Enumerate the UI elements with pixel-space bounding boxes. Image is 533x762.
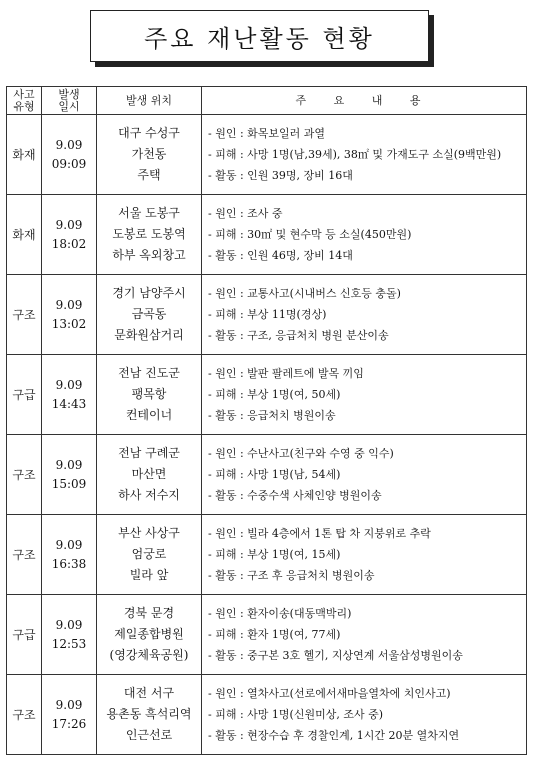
location-line: 가천동 (131, 147, 167, 161)
incident-time: 14:43 (51, 396, 87, 411)
detail-line: - 피해 : 30㎡ 및 현수막 등 소실(450만원) (208, 228, 412, 241)
header-row (7, 87, 527, 115)
location-line: 엄궁로 (131, 547, 167, 561)
detail-line: - 원인 : 열차사고(선로에서새마을열차에 치인사고) (208, 687, 451, 700)
detail-line: - 피해 : 부상 11명(경상) (208, 308, 327, 321)
disaster-report-table (6, 86, 527, 755)
table-row (7, 435, 527, 515)
table-body (7, 115, 527, 755)
incident-datetime (42, 115, 97, 195)
incident-datetime (42, 675, 97, 755)
detail-line: - 피해 : 환자 1명(여, 77세) (208, 628, 341, 641)
incident-datetime (42, 275, 97, 355)
incident-type: 구조 (7, 435, 42, 515)
location-line: 용촌동 흑석리역 (106, 707, 192, 721)
incident-type: 구급 (7, 355, 42, 435)
location-line: 하부 옥외창고 (112, 248, 186, 262)
incident-time: 17:26 (51, 716, 87, 731)
incident-date: 9.09 (55, 537, 83, 552)
incident-location (97, 515, 202, 595)
location-line: 하사 저수지 (118, 488, 180, 502)
incident-type: 화재 (7, 195, 42, 275)
location-line: 대구 수성구 (118, 126, 180, 140)
incident-location (97, 195, 202, 275)
detail-line: - 피해 : 사망 1명(신원미상, 조사 중) (208, 708, 383, 721)
detail-line: - 피해 : 사망 1명(남, 54세) (208, 468, 341, 481)
location-line: 경북 문경 (123, 606, 175, 620)
location-line: 전남 진도군 (118, 366, 180, 380)
detail-line: - 원인 : 수난사고(친구와 수영 중 익수) (208, 447, 394, 460)
detail-line: - 원인 : 발판 팔레트에 발목 끼임 (208, 367, 364, 380)
incident-time: 15:09 (51, 476, 87, 491)
detail-line: - 피해 : 부상 1명(여, 50세) (208, 388, 341, 401)
location-line: 금곡동 (131, 307, 167, 321)
detail-line: - 활동 : 구조, 응급처치 병원 분산이송 (208, 329, 389, 342)
incident-datetime (42, 515, 97, 595)
table-row (7, 115, 527, 195)
incident-details (202, 435, 527, 515)
incident-datetime (42, 355, 97, 435)
location-line: 부산 사상구 (118, 526, 180, 540)
detail-line: - 피해 : 사망 1명(남,39세), 38㎡ 및 가재도구 소실(9백만원) (208, 148, 502, 161)
incident-date: 9.09 (55, 217, 83, 232)
incident-datetime (42, 435, 97, 515)
location-line: 제일종합병원 (114, 627, 184, 641)
incident-type: 구급 (7, 595, 42, 675)
incident-location (97, 275, 202, 355)
header-datetime: 발생 일시 (42, 87, 97, 115)
detail-line: - 피해 : 부상 1명(여, 15세) (208, 548, 341, 561)
incident-location (97, 115, 202, 195)
table-row (7, 595, 527, 675)
table-row (7, 195, 527, 275)
incident-details (202, 355, 527, 435)
incident-date: 9.09 (55, 457, 83, 472)
incident-datetime (42, 195, 97, 275)
incident-type: 구조 (7, 275, 42, 355)
location-line: 경기 남양주시 (112, 286, 186, 300)
incident-time: 16:38 (51, 556, 87, 571)
table-row (7, 515, 527, 595)
location-line: 도봉로 도봉역 (112, 227, 186, 241)
incident-time: 09:09 (51, 156, 87, 171)
incident-time: 18:02 (51, 236, 87, 251)
header-location: 발생 위치 (97, 87, 202, 115)
table-row (7, 675, 527, 755)
location-line: 전남 구례군 (118, 446, 180, 460)
detail-line: - 활동 : 인원 46명, 장비 14대 (208, 249, 353, 262)
incident-date: 9.09 (55, 297, 83, 312)
location-line: 주택 (137, 168, 161, 182)
incident-date: 9.09 (55, 617, 83, 632)
header-content: 주 요 내 용 (202, 87, 527, 115)
location-line: 인근선로 (125, 728, 173, 742)
incident-date: 9.09 (55, 377, 83, 392)
location-line: 서울 도봉구 (118, 206, 180, 220)
incident-location (97, 355, 202, 435)
incident-type: 화재 (7, 115, 42, 195)
incident-time: 12:53 (51, 636, 87, 651)
page-title: 주요 재난활동 현황 (144, 24, 375, 53)
incident-date: 9.09 (55, 697, 83, 712)
detail-line: - 원인 : 환자이송(대동맥박리) (208, 607, 352, 620)
detail-line: - 활동 : 수중수색 사체인양 병원이송 (208, 489, 382, 502)
incident-type: 구조 (7, 515, 42, 595)
incident-date: 9.09 (55, 137, 83, 152)
location-line: 팽목항 (131, 387, 167, 401)
detail-line: - 활동 : 응급처치 병원이송 (208, 409, 336, 422)
incident-details (202, 595, 527, 675)
incident-time: 13:02 (51, 316, 87, 331)
incident-details (202, 195, 527, 275)
detail-line: - 활동 : 중구본 3호 헬기, 지상연계 서울삼성병원이송 (208, 649, 463, 662)
incident-details (202, 275, 527, 355)
location-line: 마산면 (131, 467, 167, 481)
detail-line: - 원인 : 교통사고(시내버스 신호등 충돌) (208, 287, 401, 300)
incident-details (202, 515, 527, 595)
incident-details (202, 675, 527, 755)
table-row (7, 275, 527, 355)
incident-details (202, 115, 527, 195)
detail-line: - 활동 : 인원 39명, 장비 16대 (208, 169, 353, 182)
location-line: 문화원삼거리 (114, 328, 184, 342)
detail-line: - 활동 : 구조 후 응급처치 병원이송 (208, 569, 375, 582)
location-line: 컨테이너 (125, 408, 173, 422)
incident-type: 구조 (7, 675, 42, 755)
location-line: 빌라 앞 (129, 568, 169, 582)
incident-location (97, 595, 202, 675)
title-box (90, 10, 429, 62)
location-line: 대전 서구 (123, 686, 175, 700)
incident-location (97, 675, 202, 755)
detail-line: - 원인 : 빌라 4층에서 1톤 탑 차 지붕위로 추락 (208, 527, 431, 540)
detail-line: - 원인 : 조사 중 (208, 207, 283, 220)
detail-line: - 원인 : 화목보일러 과열 (208, 127, 326, 140)
header-type: 사고 유형 (7, 87, 42, 115)
incident-datetime (42, 595, 97, 675)
detail-line: - 활동 : 현장수습 후 경찰인계, 1시간 20분 열차지연 (208, 729, 460, 742)
location-line: (영강체육공원) (109, 648, 189, 662)
incident-location (97, 435, 202, 515)
table-row (7, 355, 527, 435)
